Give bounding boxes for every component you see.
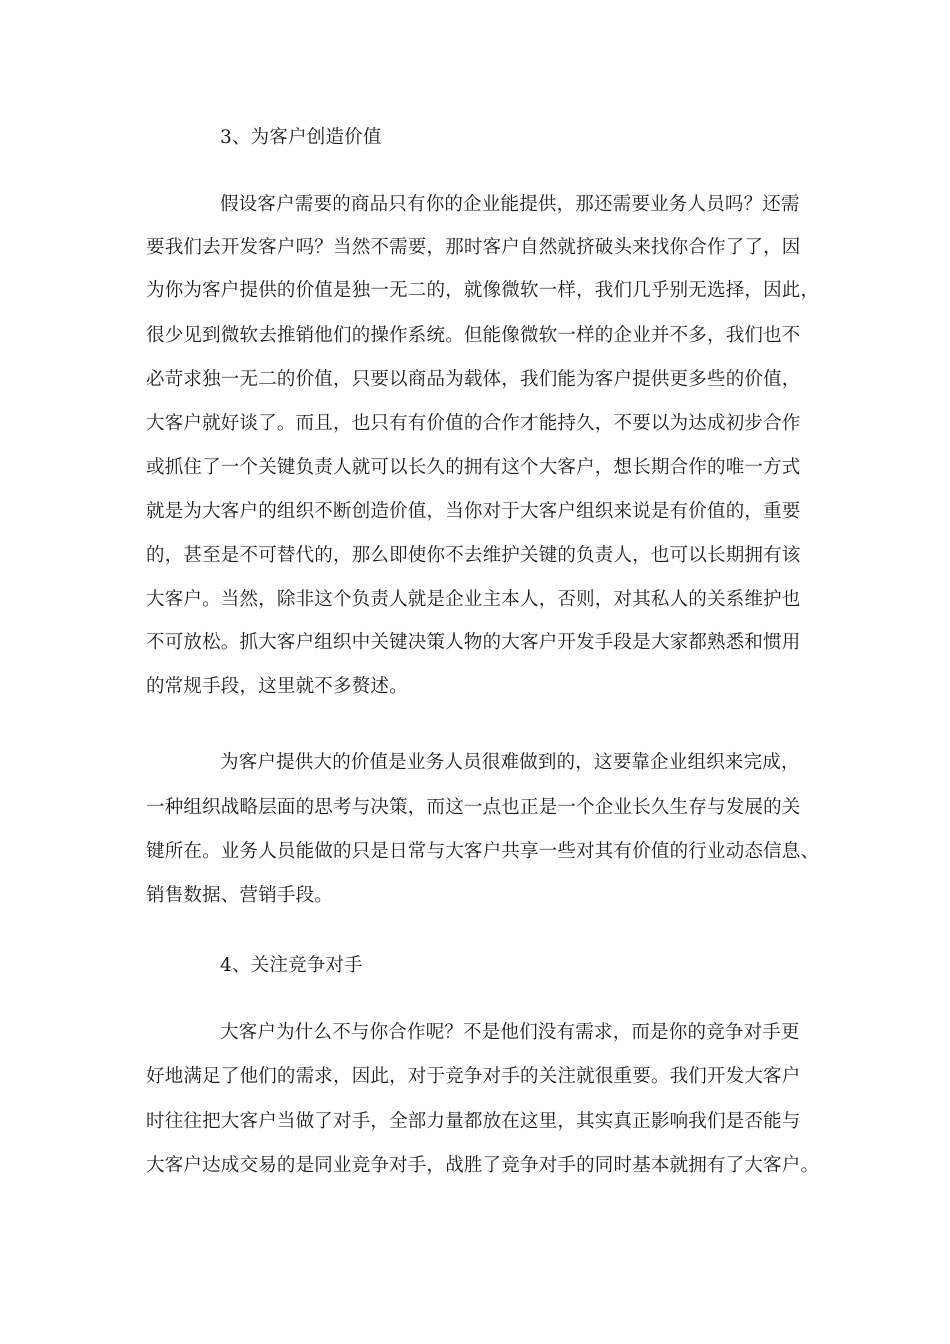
paragraph-line: 大客户就好谈了。而且，也只有有价值的合作才能持久，不要以为达成初步合作 <box>146 413 801 434</box>
paragraph-line: 键所在。业务人员能做的只是日常与大客户共享一些对其有价值的行业动态信息、 <box>146 841 820 862</box>
paragraph-line: 必苛求独一无二的价值，只要以商品为载体，我们能为客户提供更多些的价值， <box>146 369 801 390</box>
paragraph-line: 大客户达成交易的是同业竞争对手，战胜了竞争对手的同时基本就拥有了大客户。 <box>146 1155 820 1176</box>
section-4-heading <box>0 944 950 988</box>
paragraph-line: 销售数据、营销手段。 <box>146 885 334 906</box>
paragraph-line: 的，甚至是不可替代的，那么即使你不去维护关键的负责人，也可以长期拥有该 <box>146 545 801 566</box>
paragraph-line: 为你为客户提供的价值是独一无二的，就像微软一样，我们几乎别无选择，因此， <box>146 280 820 301</box>
paragraph-line: 就是为大客户的组织不断创造价值，当你对于大客户组织来说是有价值的，重要 <box>146 501 801 522</box>
paragraph-line: 要我们去开发客户吗？当然不需要，那时客户自然就挤破头来找你合作了了，因 <box>146 237 801 258</box>
paragraph-line: 不可放松。抓大客户组织中关键决策人物的大客户开发手段是大家都熟悉和惯用 <box>146 632 801 653</box>
heading-text: 3、为客户创造价值 <box>220 127 382 148</box>
paragraph-line: 的常规手段，这里就不多赘述。 <box>146 676 408 697</box>
paragraph-line: 为客户提供大的价值是业务人员很难做到的，这要靠企业组织来完成， <box>220 752 800 773</box>
paragraph-line: 好地满足了他们的需求，因此，对于竞争对手的关注就很重要。我们开发大客户 <box>146 1066 801 1087</box>
paragraph-line: 大客户。当然，除非这个负责人就是企业主本人，否则，对其私人的关系维护也 <box>146 589 801 610</box>
paragraph-line: 一种组织战略层面的思考与决策，而这一点也正是一个企业长久生存与发展的关 <box>146 797 801 818</box>
paragraph-line: 假设客户需要的商品只有你的企业能提供，那还需要业务人员吗？还需 <box>220 194 800 215</box>
heading-text: 4、关注竞争对手 <box>220 955 363 976</box>
paragraph-line: 大客户为什么不与你合作呢？不是他们没有需求，而是你的竞争对手更 <box>220 1022 800 1043</box>
section-3-heading <box>0 116 950 160</box>
paragraph-line: 很少见到微软去推销他们的操作系统。但能像微软一样的企业并不多，我们也不 <box>146 325 801 346</box>
paragraph-line: 或抓住了一个关键负责人就可以长久的拥有这个大客户，想长期合作的唯一方式 <box>146 457 801 478</box>
paragraph-line: 时往往把大客户当做了对手，全部力量都放在这里，其实真正影响我们是否能与 <box>146 1111 801 1132</box>
